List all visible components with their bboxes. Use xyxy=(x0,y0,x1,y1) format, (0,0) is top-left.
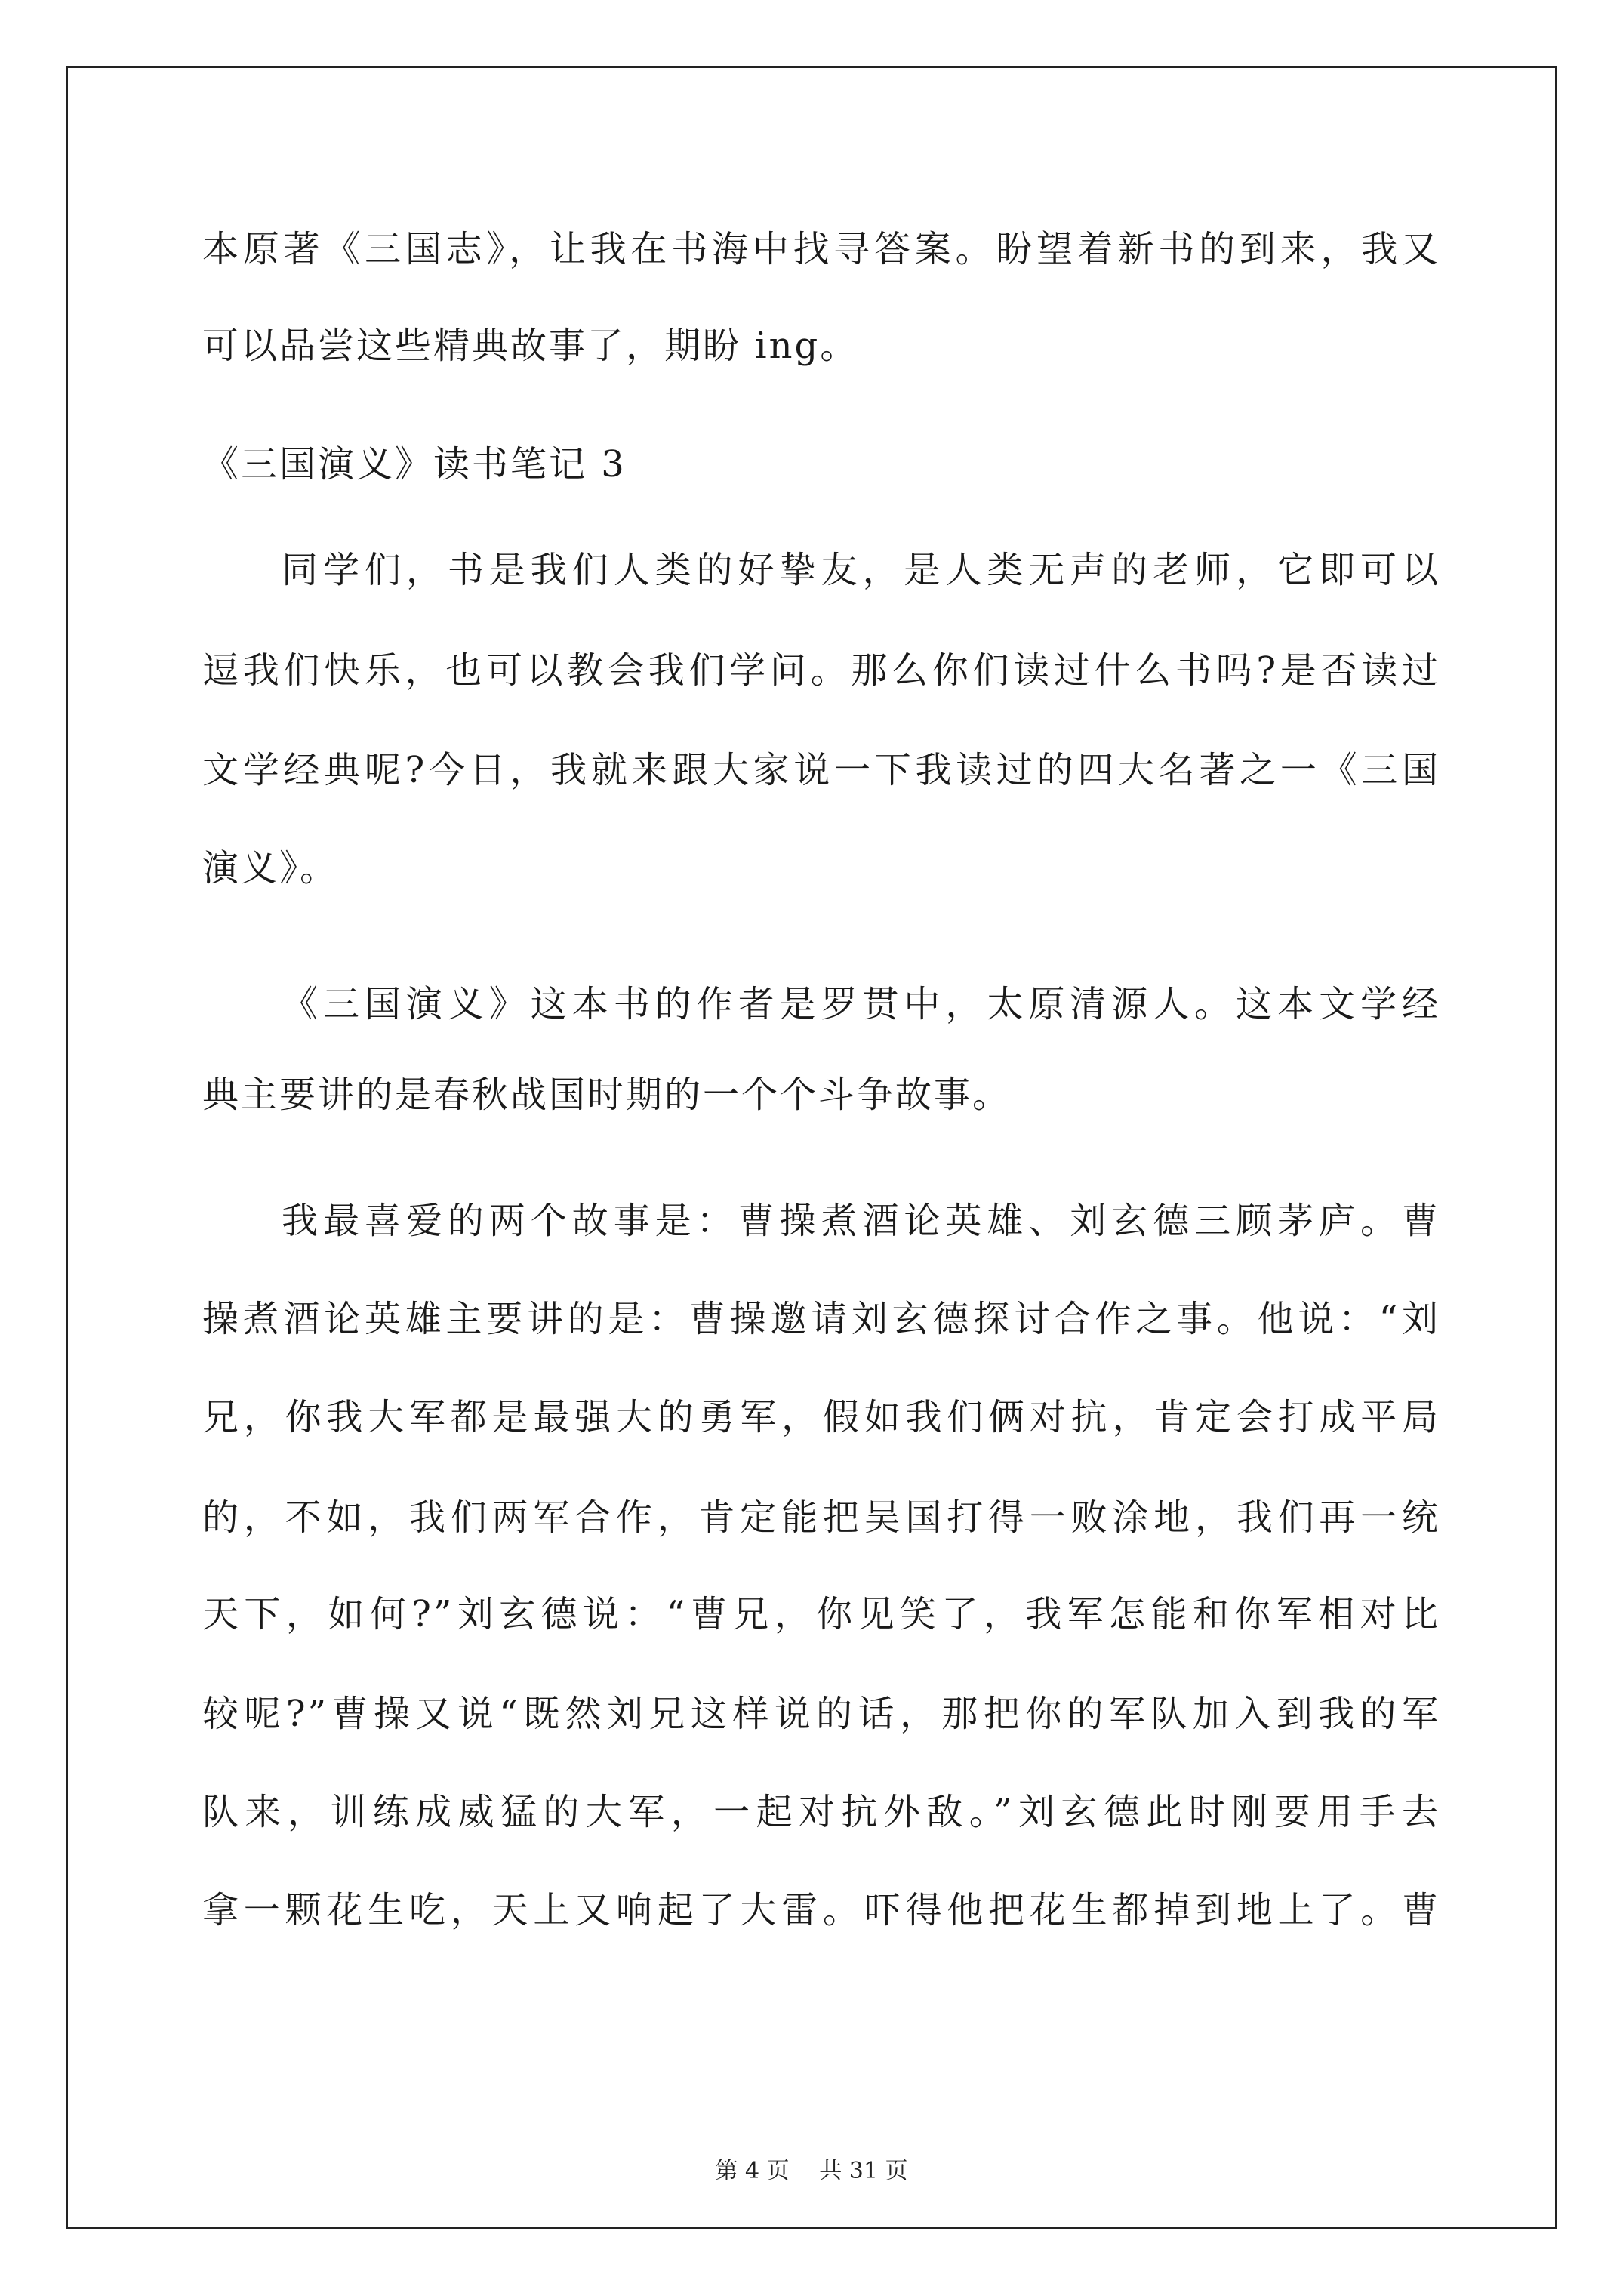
page-number-footer: 第 4 页 共 31 页 xyxy=(715,2158,908,2184)
text-line: 队来，训练成威猛的大军，一起对抗外敌。”刘玄德此时刚要用手去 xyxy=(202,1791,1440,1833)
text-line: 可以品尝这些精典故事了，期盼 ing。 xyxy=(202,325,859,367)
text-line: 兄，你我大军都是最强大的勇军，假如我们俩对抗，肯定会打成平局 xyxy=(202,1396,1440,1438)
text-line: 我最喜爱的两个故事是：曹操煮酒论英雄、刘玄德三顾茅庐。曹 xyxy=(282,1200,1440,1242)
text-line: 典主要讲的是春秋战国时期的一个个斗争故事。 xyxy=(202,1074,1012,1116)
text-line: 较呢?”曹操又说“既然刘兄这样说的话，那把你的军队加入到我的军 xyxy=(202,1693,1440,1735)
text-line: 《三国演义》这本书的作者是罗贯中，太原清源人。这本文学经 xyxy=(282,983,1440,1025)
text-line: 本原著《三国志》，让我在书海中找寻答案。盼望着新书的到来，我又 xyxy=(202,228,1440,270)
text-line: 同学们，书是我们人类的好挚友，是人类无声的老师，它即可以 xyxy=(282,549,1440,591)
section-heading: 《三国演义》读书笔记 3 xyxy=(202,443,627,485)
text-line: 的，不如，我们两军合作，肯定能把吴国打得一败涂地，我们再一统 xyxy=(202,1496,1440,1539)
text-line: 天下，如何?”刘玄德说：“曹兄，你见笑了，我军怎能和你军相对比 xyxy=(202,1593,1440,1635)
text-line: 拿一颗花生吃，天上又响起了大雷。吓得他把花生都掉到地上了。曹 xyxy=(202,1889,1440,1931)
text-line: 操煮酒论英雄主要讲的是：曹操邀请刘玄德探讨合作之事。他说：“刘 xyxy=(202,1298,1440,1340)
text-line: 演义》。 xyxy=(202,847,339,889)
text-line: 逗我们快乐，也可以教会我们学问。那么你们读过什么书吗?是否读过 xyxy=(202,649,1440,692)
text-line: 文学经典呢?今日，我就来跟大家说一下我读过的四大名著之一《三国 xyxy=(202,749,1440,791)
